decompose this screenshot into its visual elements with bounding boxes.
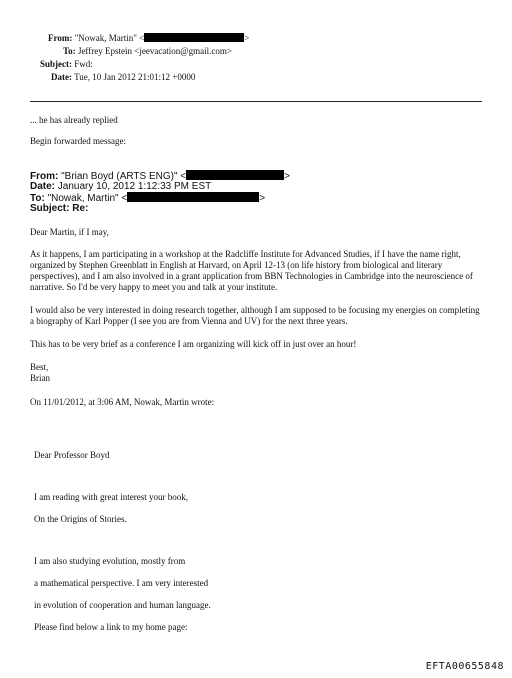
header-to-label: To: xyxy=(63,46,76,56)
forwarded-to-label: To: xyxy=(30,193,45,204)
forwarded-date-row xyxy=(30,181,211,193)
forwarded-to-value: "Nowak, Martin" < xyxy=(47,193,128,204)
reply-greeting: Dear Martin, if I may, xyxy=(30,227,109,237)
quoted-line: On the Origins of Stories. xyxy=(34,514,127,524)
body-line-forwarded: Begin forwarded message: xyxy=(30,136,126,146)
forwarded-date-value: January 10, 2012 1:12:33 PM EST xyxy=(57,181,212,192)
header-date-label: Date: xyxy=(51,72,72,82)
header-from-row xyxy=(48,33,249,44)
header-subject-row xyxy=(40,59,93,70)
document-id-stamp: EFTA00655848 xyxy=(425,661,504,672)
quoted-line: I am also studying evolution, mostly from xyxy=(34,556,186,566)
header-divider xyxy=(30,101,482,102)
forwarded-from-value: "Brian Boyd (ARTS ENG)" < xyxy=(61,171,187,182)
body-line-replied: ... he has already replied xyxy=(30,115,118,125)
header-date-row xyxy=(51,72,195,83)
header-subject-value: Fwd: xyxy=(74,59,93,69)
redaction-bar xyxy=(127,192,259,202)
forwarded-subject-label: Subject: xyxy=(30,203,70,214)
quoted-greeting: Dear Professor Boyd xyxy=(34,450,110,460)
redaction-bar xyxy=(144,33,244,42)
reply-signoff: Best, xyxy=(30,362,49,372)
header-from-label: From: xyxy=(48,33,73,43)
header-to-row xyxy=(63,46,232,57)
reply-paragraph-2: I would also be very interested in doing research together, although I am supposed to be focusing my energies on completing a biography of Karl Popper (I see you are from Vienna and UV) for the next three years. xyxy=(30,305,480,326)
quoted-line: in evolution of cooperation and human language. xyxy=(34,600,211,610)
quoted-line: Please find below a link to my home page: xyxy=(34,622,188,632)
header-subject-label: Subject: xyxy=(40,59,72,69)
reply-paragraph-1: As it happens, I am participating in a workshop at the Radcliffe Institute for Advanced Studies, if I have the name right, organized by Stephen Greenblatt in English at Harvard, on April 12-13 (on life history from biological and literary perspectives), and I am also involved in a grant application from BBN Technologies in Cambridge into the neuroscience of narrative. So I'd be very happy to meet you and talk at your institute. xyxy=(30,249,473,292)
forwarded-date-label: Date: xyxy=(30,181,56,192)
angle-bracket-glyph: > xyxy=(259,193,266,204)
quoted-line: I am reading with great interest your book, xyxy=(34,492,188,502)
angle-bracket-glyph: > xyxy=(244,33,250,43)
reply-signature: Brian xyxy=(30,373,50,383)
quote-header: On 11/01/2012, at 3:06 AM, Nowak, Martin wrote: xyxy=(30,397,215,407)
forwarded-subject-row xyxy=(30,203,88,215)
forwarded-from-label: From: xyxy=(30,171,59,182)
header-to-value: Jeffrey Epstein <jeevacation@gmail.com> xyxy=(77,46,232,56)
reply-paragraph-3: This has to be very brief as a conference I am organizing will kick off in just over an hour! xyxy=(30,339,357,349)
header-from-value: "Nowak, Martin" < xyxy=(74,33,145,43)
quoted-line: a mathematical perspective. I am very interested xyxy=(34,578,209,588)
forwarded-subject-value: Re: xyxy=(72,203,89,214)
angle-bracket-glyph: > xyxy=(284,171,290,182)
redaction-bar xyxy=(186,170,284,180)
header-date-value: Tue, 10 Jan 2012 21:01:12 +0000 xyxy=(74,72,196,82)
